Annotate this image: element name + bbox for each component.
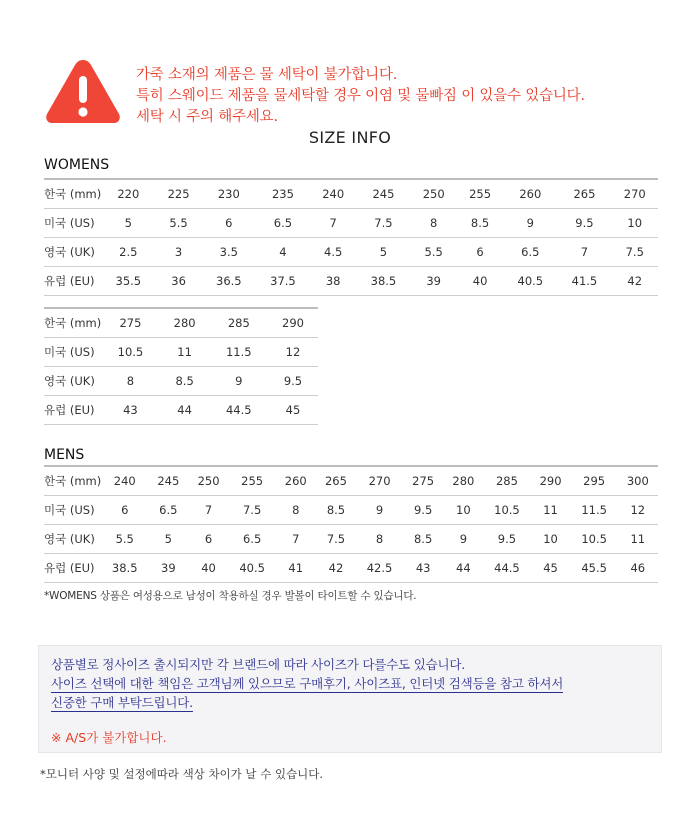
size-row	[44, 553, 658, 582]
size-cell: 7.5	[611, 237, 658, 266]
size-cell: 43	[101, 395, 159, 424]
notice-line-3-text: 신중한 구매 부탁드립니다.	[51, 695, 193, 710]
size-cell: 8	[410, 208, 456, 237]
size-cell: 6	[202, 208, 256, 237]
size-cell: 9.5	[268, 366, 318, 395]
size-cell: 40.5	[503, 266, 557, 295]
size-cell: 44.5	[210, 395, 268, 424]
size-row-header: 유럽 (EU)	[44, 553, 101, 582]
size-row-header: 한국 (mm)	[44, 179, 101, 208]
size-cell: 12	[618, 495, 658, 524]
size-cell: 285	[483, 466, 530, 495]
size-cell: 4	[256, 237, 310, 266]
size-cell: 245	[356, 179, 410, 208]
size-cell: 11.5	[571, 495, 618, 524]
size-cell: 275	[101, 308, 159, 337]
size-cell: 44	[443, 553, 483, 582]
size-cell: 41	[276, 553, 316, 582]
size-cell: 39	[410, 266, 456, 295]
size-row	[44, 466, 658, 495]
size-cell: 8.5	[403, 524, 443, 553]
notice-line-2	[51, 674, 563, 692]
size-cell: 245	[148, 466, 188, 495]
size-cell: 7.5	[356, 208, 410, 237]
size-cell: 225	[155, 179, 201, 208]
size-cell: 7	[557, 237, 611, 266]
as-notice: ※ A/S가 불가합니다.	[51, 730, 167, 745]
size-row-header: 유럽 (EU)	[44, 395, 101, 424]
size-row-header: 미국 (US)	[44, 337, 101, 366]
size-cell: 250	[188, 466, 228, 495]
warning-triangle-icon	[44, 56, 122, 126]
size-row	[44, 524, 658, 553]
size-row	[44, 179, 658, 208]
size-cell: 42	[316, 553, 356, 582]
size-row	[44, 237, 658, 266]
size-cell: 6	[188, 524, 228, 553]
size-row	[44, 208, 658, 237]
size-cell: 7	[276, 524, 316, 553]
size-row	[44, 366, 318, 395]
size-cell: 10	[611, 208, 658, 237]
size-cell: 11	[160, 337, 210, 366]
size-cell: 37.5	[256, 266, 310, 295]
size-cell: 38.5	[356, 266, 410, 295]
size-cell: 11.5	[210, 337, 268, 366]
womens-fit-note: *WOMENS 상품은 여성용으로 남성이 착용하실 경우 발볼이 타이트할 수 있습니다.	[44, 590, 417, 602]
size-cell: 7.5	[316, 524, 356, 553]
size-cell: 270	[356, 466, 403, 495]
size-cell: 46	[618, 553, 658, 582]
size-cell: 11	[530, 495, 570, 524]
size-cell: 6	[457, 237, 503, 266]
size-cell: 42	[611, 266, 658, 295]
notice-line-2-text: 사이즈 선택에 대한 책임은 고객님께 있으므로 구매후기, 사이즈표, 인터넷 검색등을 참고 하셔서	[51, 676, 564, 691]
size-cell: 43	[403, 553, 443, 582]
size-cell: 10	[530, 524, 570, 553]
warning-line: 세탁 시 주의 해주세요.	[136, 109, 278, 125]
size-cell: 6.5	[256, 208, 310, 237]
size-cell: 3	[155, 237, 201, 266]
size-row-header: 영국 (UK)	[44, 366, 101, 395]
size-cell: 38	[310, 266, 356, 295]
size-cell: 7	[188, 495, 228, 524]
size-cell: 10.5	[483, 495, 530, 524]
size-cell: 6.5	[229, 524, 276, 553]
size-cell: 255	[457, 179, 503, 208]
size-cell: 9.5	[557, 208, 611, 237]
size-row	[44, 308, 318, 337]
size-cell: 5	[101, 208, 155, 237]
size-cell: 260	[503, 179, 557, 208]
size-cell: 7.5	[229, 495, 276, 524]
size-row-header: 미국 (US)	[44, 495, 101, 524]
size-cell: 5.5	[101, 524, 148, 553]
size-cell: 2.5	[101, 237, 155, 266]
size-cell: 9	[210, 366, 268, 395]
size-cell: 5	[148, 524, 188, 553]
size-cell: 5	[356, 237, 410, 266]
warning-line: 가죽 소재의 제품은 물 세탁이 불가합니다.	[136, 67, 398, 83]
size-cell: 45	[268, 395, 318, 424]
size-cell: 300	[618, 466, 658, 495]
size-cell: 9	[503, 208, 557, 237]
size-row-header: 유럽 (EU)	[44, 266, 101, 295]
size-row	[44, 266, 658, 295]
size-cell: 44	[160, 395, 210, 424]
size-cell: 250	[410, 179, 456, 208]
size-cell: 4.5	[310, 237, 356, 266]
size-cell: 240	[310, 179, 356, 208]
size-cell: 255	[229, 466, 276, 495]
size-cell: 10.5	[571, 524, 618, 553]
size-cell: 8.5	[160, 366, 210, 395]
size-row-header: 미국 (US)	[44, 208, 101, 237]
notice-line-3	[51, 693, 193, 711]
size-cell: 285	[210, 308, 268, 337]
notice-box	[38, 645, 662, 753]
warning-line: 특히 스웨이드 제품을 물세탁할 경우 이염 및 물빠짐 이 있을수 있습니다.	[136, 88, 585, 104]
mens-size-table	[44, 465, 658, 583]
size-row	[44, 337, 318, 366]
size-cell: 10	[443, 495, 483, 524]
size-cell: 35.5	[101, 266, 155, 295]
womens-size-table-2	[44, 307, 318, 425]
size-cell: 270	[611, 179, 658, 208]
size-row-header: 한국 (mm)	[44, 308, 101, 337]
size-row-header: 영국 (UK)	[44, 237, 101, 266]
size-cell: 3.5	[202, 237, 256, 266]
size-cell: 12	[268, 337, 318, 366]
size-cell: 280	[443, 466, 483, 495]
size-cell: 10.5	[101, 337, 159, 366]
size-cell: 40	[188, 553, 228, 582]
size-cell: 6	[101, 495, 148, 524]
womens-size-table-1	[44, 178, 658, 296]
size-cell: 265	[316, 466, 356, 495]
size-cell: 38.5	[101, 553, 148, 582]
size-cell: 8	[356, 524, 403, 553]
size-cell: 8	[101, 366, 159, 395]
size-row-header: 영국 (UK)	[44, 524, 101, 553]
size-cell: 230	[202, 179, 256, 208]
size-cell: 41.5	[557, 266, 611, 295]
size-row	[44, 395, 318, 424]
size-cell: 5.5	[155, 208, 201, 237]
size-cell: 8	[276, 495, 316, 524]
mens-label: MENS	[44, 447, 85, 463]
size-cell: 5.5	[410, 237, 456, 266]
size-cell: 275	[403, 466, 443, 495]
size-cell: 280	[160, 308, 210, 337]
size-cell: 36.5	[202, 266, 256, 295]
size-cell: 290	[268, 308, 318, 337]
size-cell: 9	[356, 495, 403, 524]
size-cell: 6.5	[148, 495, 188, 524]
size-cell: 40	[457, 266, 503, 295]
size-cell: 265	[557, 179, 611, 208]
monitor-color-note: *모니터 사양 및 설정에따라 색상 차이가 날 수 있습니다.	[40, 767, 324, 781]
size-row-header: 한국 (mm)	[44, 466, 101, 495]
size-cell: 39	[148, 553, 188, 582]
size-row	[44, 495, 658, 524]
size-cell: 9.5	[403, 495, 443, 524]
size-cell: 36	[155, 266, 201, 295]
size-cell: 8.5	[316, 495, 356, 524]
womens-label: WOMENS	[44, 157, 110, 173]
page-title: SIZE INFO	[308, 128, 392, 147]
notice-line-1: 상품별로 정사이즈 출시되지만 각 브랜드에 따라 사이즈가 다를수도 있습니다.	[51, 657, 465, 672]
size-cell: 45	[530, 553, 570, 582]
size-cell: 220	[101, 179, 155, 208]
size-cell: 9.5	[483, 524, 530, 553]
size-cell: 11	[618, 524, 658, 553]
warning-message	[136, 65, 585, 128]
size-cell: 295	[571, 466, 618, 495]
size-cell: 8.5	[457, 208, 503, 237]
size-cell: 40.5	[229, 553, 276, 582]
size-cell: 240	[101, 466, 148, 495]
size-cell: 260	[276, 466, 316, 495]
size-cell: 45.5	[571, 553, 618, 582]
size-cell: 44.5	[483, 553, 530, 582]
size-cell: 6.5	[503, 237, 557, 266]
size-cell: 9	[443, 524, 483, 553]
size-cell: 235	[256, 179, 310, 208]
size-cell: 290	[530, 466, 570, 495]
size-cell: 42.5	[356, 553, 403, 582]
size-cell: 7	[310, 208, 356, 237]
